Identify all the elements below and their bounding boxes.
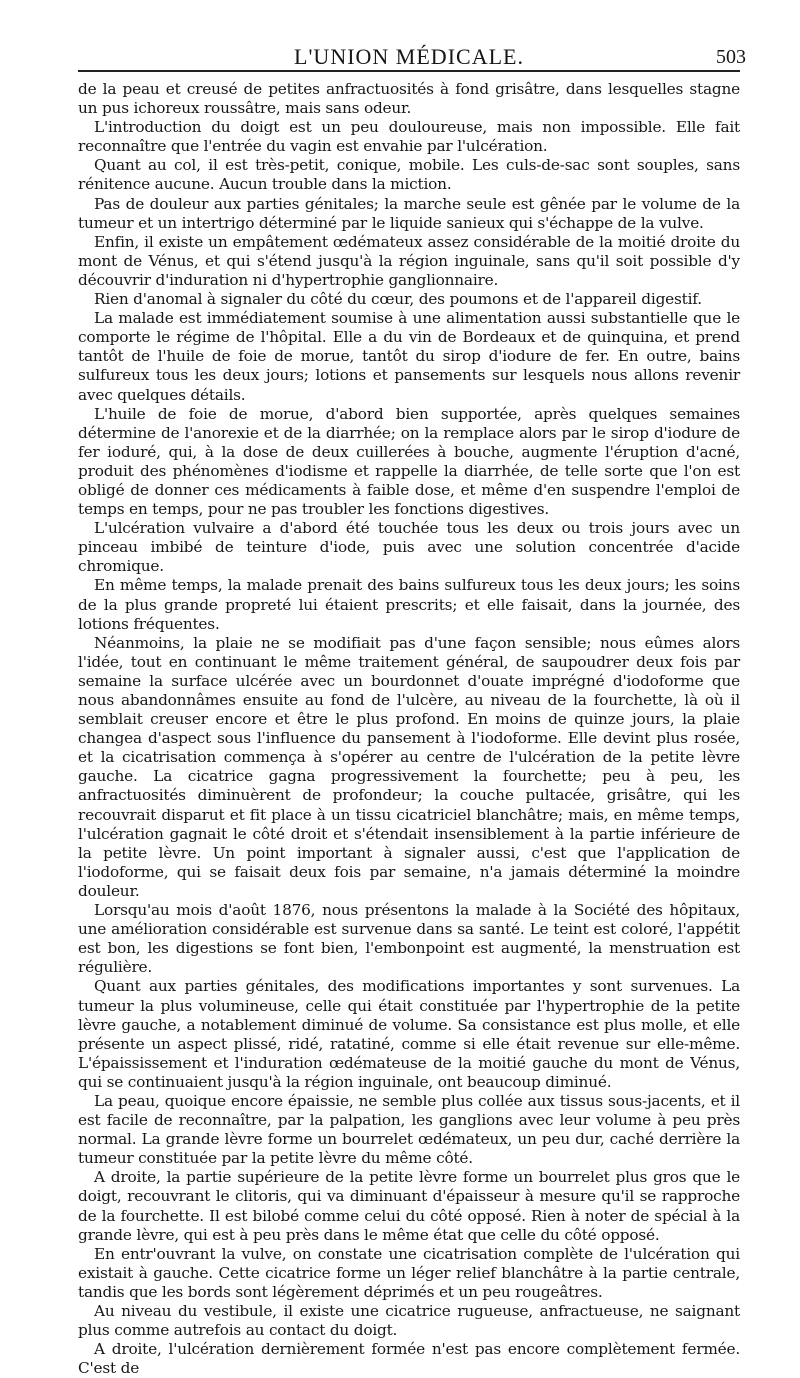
paragraph: L'huile de foie de morue, d'abord bien supportée, après quelques semaines détermine de l'anorexie et de la diarrhée; on la remplace alors par le sirop d'iodure de fer ioduré, qui, à la dose de deux cuillerées à bouche, augmente l'éruption d'acné, produit des phénomènes d'iodisme et rappelle la diarrhée, de telle sorte que l'on est obligé de donner ces médicaments à faible dose, et même d'en suspendre l'emploi de temps en temps, pour ne pas troubler les fonctions digestives. (78, 404, 740, 519)
paragraph: Rien d'anomal à signaler du côté du cœur, des poumons et de l'appareil digestif. (94, 290, 702, 309)
paragraph: de la peau et creusé de petites anfractuosités à fond grisâtre, dans lesquelles stagne un pus ichoreux roussâtre, mais sans odeur. (78, 80, 740, 118)
paragraph: Néanmoins, la plaie ne se modifiait pas d'une façon sensible; nous eûmes alors l'idée, tout en continuant le même traitement général, de saupoudrer deux fois par semaine la surface ulcérée avec un bourdonnet d'ouate imprégné d'iodoforme que nous abandonnâmes ensuite au fond de l'ulcère, au niveau de la fourchette, là où il semblait creuser encore et être le plus profond. En moins de quinze jours, la plaie changea d'aspect sous l'influence du pansement à l'iodoforme. Elle devint plus rosée, et la cicatrisation commença à s'opérer au centre de l'ulcération de la petite lèvre gauche. La cicatrice gagna progressivement la fourchette; peu à peu, les anfractuosités diminuèrent de profondeur; la couche pultacée, grisâtre, qui les recouvrait disparut et fit place à un tissu cicatriciel blanchâtre; mais, en même temps, l'ulcération gagnait le côté droit et s'étendait insensiblement à la partie inférieure de la petite lèvre. Un point important à signaler aussi, c'est que l'application de l'iodoforme, qui se faisait deux fois par semaine, n'a jamais déterminé la moindre douleur. (78, 633, 740, 900)
paragraph: Au niveau du vestibule, il existe une cicatrice rugueuse, anfractueuse, ne saignant plus comme autrefois au contact du doigt. (78, 1302, 740, 1340)
paragraph: En même temps, la malade prenait des bains sulfureux tous les deux jours; les soins de la plus grande propreté lui étaient prescrits; et elle faisait, dans la journée, des lotions fréquentes. (78, 576, 740, 633)
paragraph: A droite, la partie supérieure de la petite lèvre forme un bourrelet plus gros que le doigt, recouvrant le clitoris, qui va diminuant d'épaisseur à mesure qu'il se rapproche de la fourchette. Il est bilobé comme celui du côté opposé. Rien à noter de spécial à la grande lèvre, qui est à peu près dans le même état que celle du côté opposé. (78, 1168, 740, 1244)
page-number: 503 (716, 46, 746, 68)
body-text (78, 80, 740, 1378)
paragraph: Enfin, il existe un empâtement œdémateux assez considérable de la moitié droite du mont de Vénus, et qui s'étend jusqu'à la région inguinale, sans qu'il soit possible d'y découvrir d'induration ni d'hypertrophie ganglionnaire. (78, 232, 740, 289)
paragraph: L'ulcération vulvaire a d'abord été touchée tous les deux ou trois jours avec un pinceau imbibé de teinture d'iode, puis avec une solution concentrée d'acide chromique. (78, 519, 740, 576)
paragraph: En entr'ouvrant la vulve, on constate une cicatrisation complète de l'ulcération qui existait à gauche. Cette cicatrice forme un léger relief blanchâtre à la partie centrale, tandis que les bords sont légèrement déprimés et un peu rougeâtres. (78, 1244, 740, 1301)
paragraph: L'introduction du doigt est un peu douloureuse, mais non impossible. Elle fait reconnaître que l'entrée du vagin est envahie par l'ulcération. (78, 118, 740, 156)
paragraph: La malade est immédiatement soumise à une alimentation aussi substantielle que le comporte le régime de l'hôpital. Elle a du vin de Bordeaux et de quinquina, et prend tantôt de l'huile de foie de morue, tantôt du sirop d'iodure de fer. En outre, bains sulfureux tous les deux jours; lotions et pansements sur lesquels nous allons revenir avec quelques détails. (78, 309, 740, 404)
running-title: L'UNION MÉDICALE. (294, 44, 524, 69)
paragraph: Lorsqu'au mois d'août 1876, nous présentons la malade à la Société des hôpitaux, une amélioration considérable est survenue dans sa santé. Le teint est coloré, l'appétit est bon, les digestions se font bien, l'embonpoint est augmenté, la menstruation est régulière. (78, 901, 740, 977)
page-header (78, 40, 746, 72)
paragraph: A droite, l'ulcération dernièrement formée n'est pas encore complètement fermée. C'est de (78, 1340, 740, 1378)
paragraph: La peau, quoique encore épaissie, ne semble plus collée aux tissus sous-jacents, et il est facile de reconnaître, par la palpation, les ganglions avec leur volume à peu près normal. La grande lèvre forme un bourrelet œdémateux, un peu dur, caché derrière la tumeur constituée par la petite lèvre du même côté. (78, 1091, 740, 1168)
paragraph: Pas de douleur aux parties génitales; la marche seule est gênée par le volume de la tumeur et un intertrigo déterminé par le liquide sanieux qui s'échappe de la vulve. (78, 194, 740, 232)
paragraph: Quant au col, il est très-petit, conique, mobile. Les culs-de-sac sont souples, sans rénitence aucune. Aucun trouble dans la miction. (78, 156, 740, 194)
paragraph: Quant aux parties génitales, des modifications importantes y sont survenues. La tumeur la plus volumineuse, celle qui était constituée par l'hypertrophie de la petite lèvre gauche, a notablement diminué de volume. Sa consistance est plus molle, et elle présente un aspect plissé, ridé, ratatiné, comme si elle était revenue sur elle-même. L'épaississement et l'induration œdémateuse de la moitié gauche du mont de Vénus, qui se continuaient jusqu'à la région inguinale, ont beaucoup diminué. (78, 977, 740, 1091)
